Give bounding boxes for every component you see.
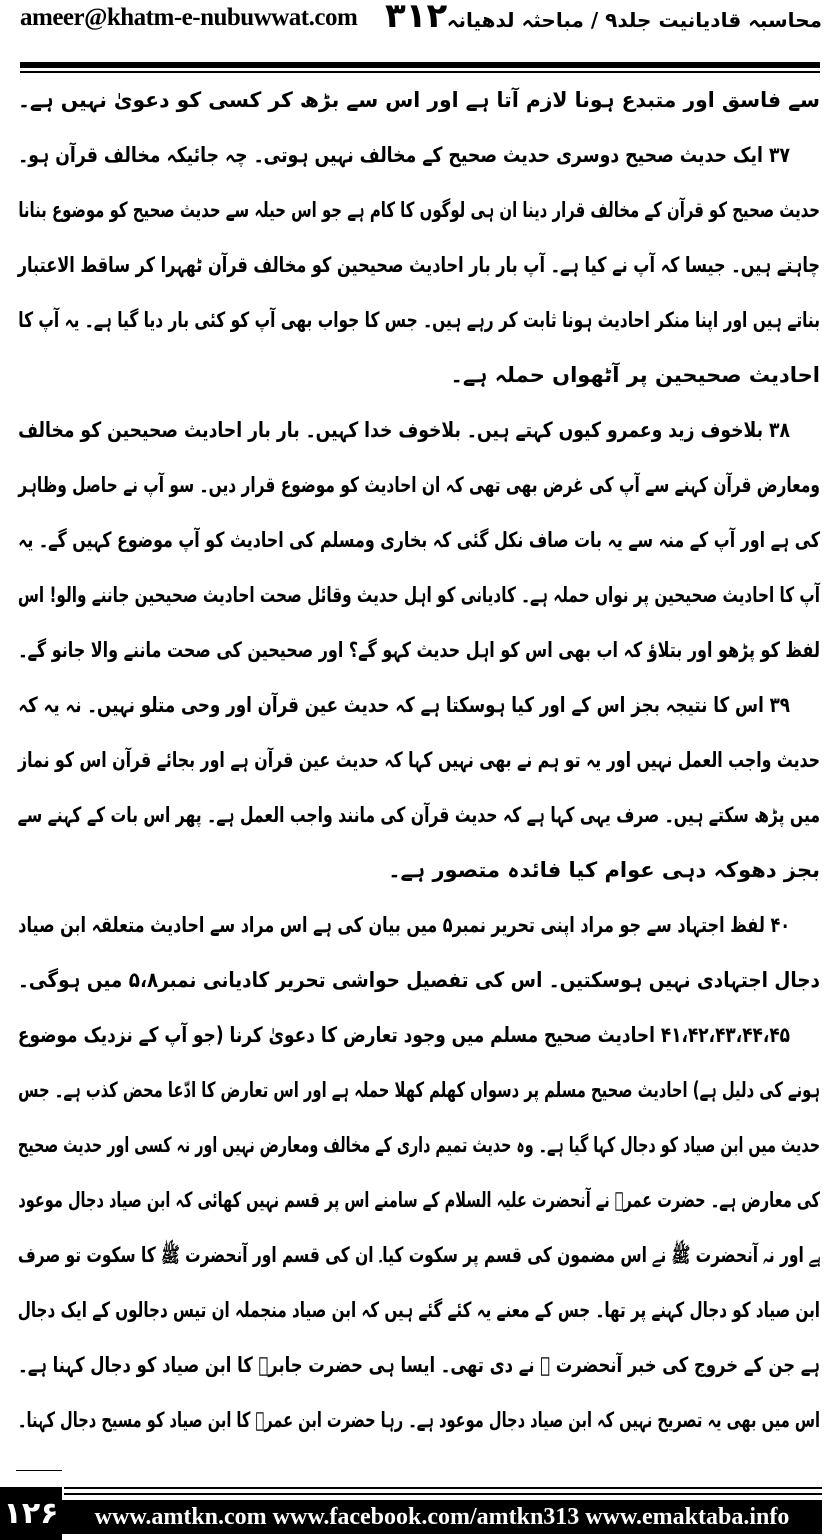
text-line: ابن صیاد کو دجال کہنے پر تھا۔ جس کے معنے یہ کئے گئے ہیں کہ ابن صیاد منجملہ ان تیس دجالوں کے ایک دجال [17, 1298, 821, 1322]
text-line: احادیث صحیحین پر آٹھواں حملہ ہے۔ [450, 363, 820, 387]
footnote-rule [16, 1470, 62, 1471]
text-line: ۳۹ اس کا نتیجہ بجز اس کے اور کیا ہوسکتا ہے کہ حدیث عین قرآن اور وحی متلو نہیں۔ نہ یہ کہ [18, 693, 790, 717]
header-rule-thick [20, 62, 820, 68]
header-rule-thin [20, 71, 820, 73]
text-line: ۳۸ بلاخوف زید وعمرو کیوں کہتے ہیں۔ بلاخوف خدا کہیں۔ بار بار احادیث صحیحین کو مخالف [18, 418, 790, 442]
text-line: سے فاسق اور متبدع ہونا لازم آتا ہے اور اس سے بڑھ کر کسی کو دعویٰ نہیں ہے۔ [17, 88, 820, 112]
text-line: ۴۱،۴۲،۴۳،۴۴،۴۵ احادیث صحیح مسلم میں وجود تعارض کا دعویٰ کرنا (جو آپ کے نزدیک موضوع [17, 1023, 790, 1047]
header-email: ameer@khatm-e-nubuwwat.com [20, 4, 358, 31]
text-line: اس میں بھی یہ تصریح نہیں کہ ابن صیاد دجال موعود ہے۔ رہا حضرت ابن عمرؓ کا ابن صیاد کو مسیح دجال کہنا۔ [17, 1408, 820, 1432]
text-line: ہے اور نہ آنحضرت ﷺ نے اس مضمون کی قسم پر سکوت کیا۔ ان کی قسم اور آنحضرت ﷺ کا سکوت تو صرف [17, 1243, 820, 1267]
text-line: ومعارض قرآن کہنے سے آپ کی غرض بھی تھی کہ ان احادیث کو موضوع قرار دیں۔ سو آپ نے حاصل وظاہر [18, 473, 820, 497]
text-line: ۳۷ ایک حدیث صحیح دوسری حدیث صحیح کے مخالف نہیں ہوتی۔ چہ جائیکہ مخالف قرآن ہو۔ [18, 143, 790, 167]
header-book-title: محاسبہ قادیانیت جلد۹ / مباحثہ لدھیانہ [446, 8, 822, 32]
footer-rule [64, 1493, 822, 1495]
footer-links: www.amtkn.com www.facebook.com/amtkn313 www.emaktaba.info [62, 1500, 822, 1534]
text-line: میں پڑھ سکتے ہیں۔ صرف یہی کہا ہے کہ حدیث قرآن کی مانند واجب العمل ہے۔ پھر اس بات کے کہنے سے [17, 803, 820, 827]
text-line: کی ہے اور آپ کے منہ سے یہ بات صاف نکل گئی کہ بخاری ومسلم کی احادیث کو آپ موضوع کہیں گے۔ یہ [18, 528, 820, 552]
text-line: بناتے ہیں اور اپنا منکر احادیث ہونا ثابت کر رہے ہیں۔ جس کا جواب بھی آپ کو کئی بار دیا گیا ہے۔ یہ آپ کا [18, 308, 821, 332]
text-line: بجز دھوکہ دہی عوام کیا فائدہ متصور ہے۔ [388, 858, 820, 882]
footer-rule [64, 1487, 822, 1489]
text-line: چاہتے ہیں۔ جیسا کہ آپ نے کیا ہے۔ آپ بار بار احادیث صحیحین کو مخالف قرآن ٹھہرا کر ساقط الاعتبار [17, 253, 821, 277]
text-line: لفظ کو پڑھو اور بتلاؤ کہ اب بھی اس کو اہل حدیث کہو گے؟ اور صحیحین کی صحت ماننے والا جانو گے۔ [18, 638, 821, 662]
text-line: ہے جن کے خروج کی خبر آنحضرت ﷺ نے دی تھی۔ ایسا ہی حضرت جابرؓ کا ابن صیاد کو دجال کہنا ہے۔ [18, 1353, 821, 1377]
text-line: دجال اجتہادی نہیں ہوسکتیں۔ اس کی تفصیل حواشی تحریر کادیانی نمبر۵،۸ میں ہوگی۔ [17, 968, 820, 992]
text-line: حدیث میں ابن صیاد کو دجال کہا گیا ہے۔ وہ حدیث تمیم داری کے مخالف ومعارض نہیں اور نہ کسی اور حدیث صحیح [17, 1133, 820, 1157]
text-line: ۴۰ لفظ اجتہاد سے جو مراد اپنی تحریر نمبر۵ میں بیان کی ہے اس مراد سے احادیث متعلقہ ابن صیاد [18, 913, 790, 937]
header-page-number: ۳۱۲ [385, 0, 448, 36]
text-line: حدیث واجب العمل نہیں اور یہ تو ہم نے بھی نہیں کہا کہ حدیث عین قرآن ہے اور بجائے قرآن اس کو نماز [18, 748, 821, 772]
text-line: آپ کا احادیث صحیحین پر نواں حملہ ہے۔ کادیانی کو اہل حدیث وقائل صحت احادیث صحیحین جاننے والو! اس [17, 583, 820, 607]
text-line: کی معارض ہے۔ حضرت عمرؓ نے آنحضرت علیہ السلام کے سامنے اس پر قسم نہیں کھائی کہ ابن صیاد دجال موعود [18, 1188, 820, 1212]
text-line: حدیث صحیح کو قرآن کے مخالف قرار دینا ان ہی لوگوں کا کام ہے جو اس حیلہ سے حدیث صحیح کو موضوع بنانا [18, 198, 821, 222]
text-line: ہونے کی دلیل ہے) احادیث صحیح مسلم پر دسواں کھلم کھلا حملہ ہے اور اس تعارض کا ادّعا محض کذب ہے۔ جس [18, 1078, 820, 1102]
footer-page-number: ۱۲۶ [0, 1487, 62, 1540]
